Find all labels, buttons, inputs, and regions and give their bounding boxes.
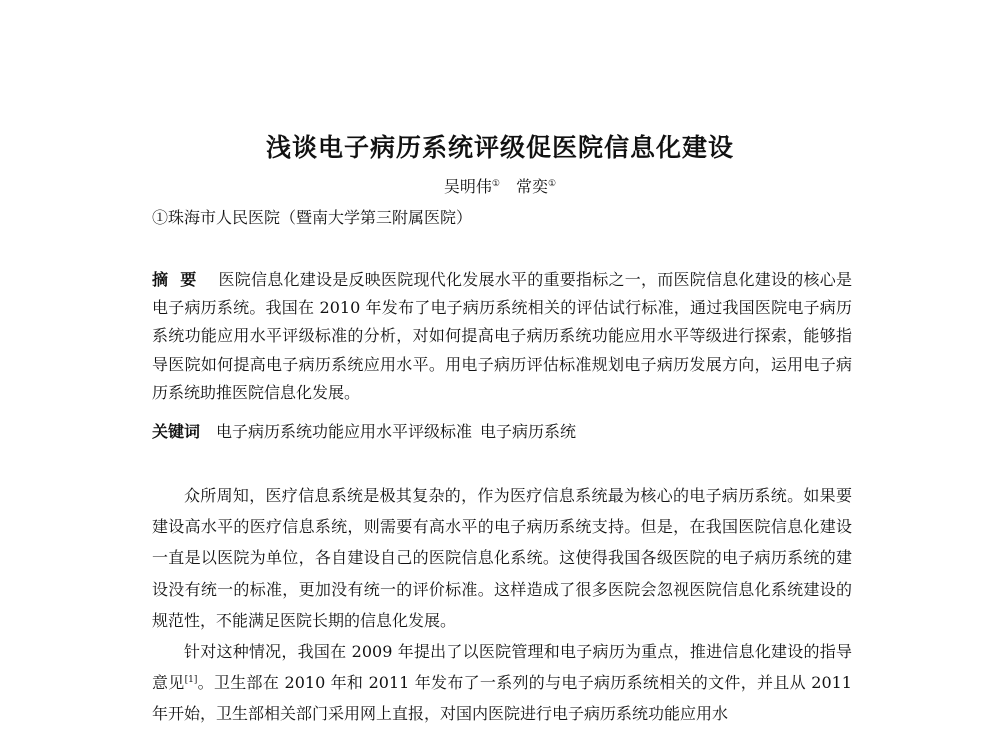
abstract-text: 医院信息化建设是反映医院现代化发展水平的重要指标之一，而医院信息化建设的核心是电子病历系统。我国在 2010 年发布了电子病历系统相关的评估试行标准，通过我国医院电子病历系统功能应用水平评级标准的分析，对如何提高电子病历系统功能应用水平等级进行探索，能够指导医院如何提高电子病历系统应用水平。用电子病历评估标准规划电子病历发展方向，运用电子病历系统助推医院信息化发展。 bbox=[152, 270, 852, 402]
paper-title: 浅谈电子病历系统评级促医院信息化建设 bbox=[265, 133, 734, 162]
body-paragraph bbox=[152, 636, 852, 730]
author-affiliation-mark: ① bbox=[491, 179, 500, 189]
keyword: 电子病历系统 bbox=[480, 422, 577, 441]
author-affiliation-mark: ① bbox=[548, 179, 557, 189]
author-line bbox=[0, 175, 1000, 199]
citation-reference[interactable]: [1] bbox=[184, 675, 198, 686]
body-text bbox=[152, 480, 852, 730]
author-name: 吴明伟 bbox=[443, 177, 492, 196]
keywords-section bbox=[152, 418, 852, 446]
author-name: 常奕 bbox=[516, 177, 549, 196]
affiliation: ①珠海市人民医院（暨南大学第三附属医院） bbox=[152, 208, 473, 227]
keyword: 电子病历系统功能应用水平评级标准 bbox=[216, 422, 473, 441]
abstract-label: 摘要 bbox=[152, 270, 209, 289]
paragraph-text: 针对这种情况，我国在 2009 年提出了以医院管理和电子病历为重点，推进信息化建设的指导意见 bbox=[152, 642, 852, 693]
abstract-section bbox=[152, 266, 852, 407]
body-paragraph: 众所周知，医疗信息系统是极其复杂的，作为医疗信息系统最为核心的电子病历系统。如果要建设高水平的医疗信息系统，则需要有高水平的电子病历系统支持。但是，在我国医院信息化建设一直是以医院为单位，各自建设自己的医院信息化系统。这使得我国各级医院的电子病历系统的建设没有统一的标准，更加没有统一的评价标准。这样造成了很多医院会忽视医院信息化系统建设的规范性，不能满足医院长期的信息化发展。 bbox=[152, 486, 852, 630]
keywords-label: 关键词 bbox=[152, 422, 201, 441]
paragraph-text: 。卫生部在 2010 年和 2011 年发布了一系列的与电子病历系统相关的文件，并且从 2011 年开始，卫生部相关部门采用网上直报，对国内医院进行电子病历系统功能应用水 bbox=[152, 673, 852, 724]
